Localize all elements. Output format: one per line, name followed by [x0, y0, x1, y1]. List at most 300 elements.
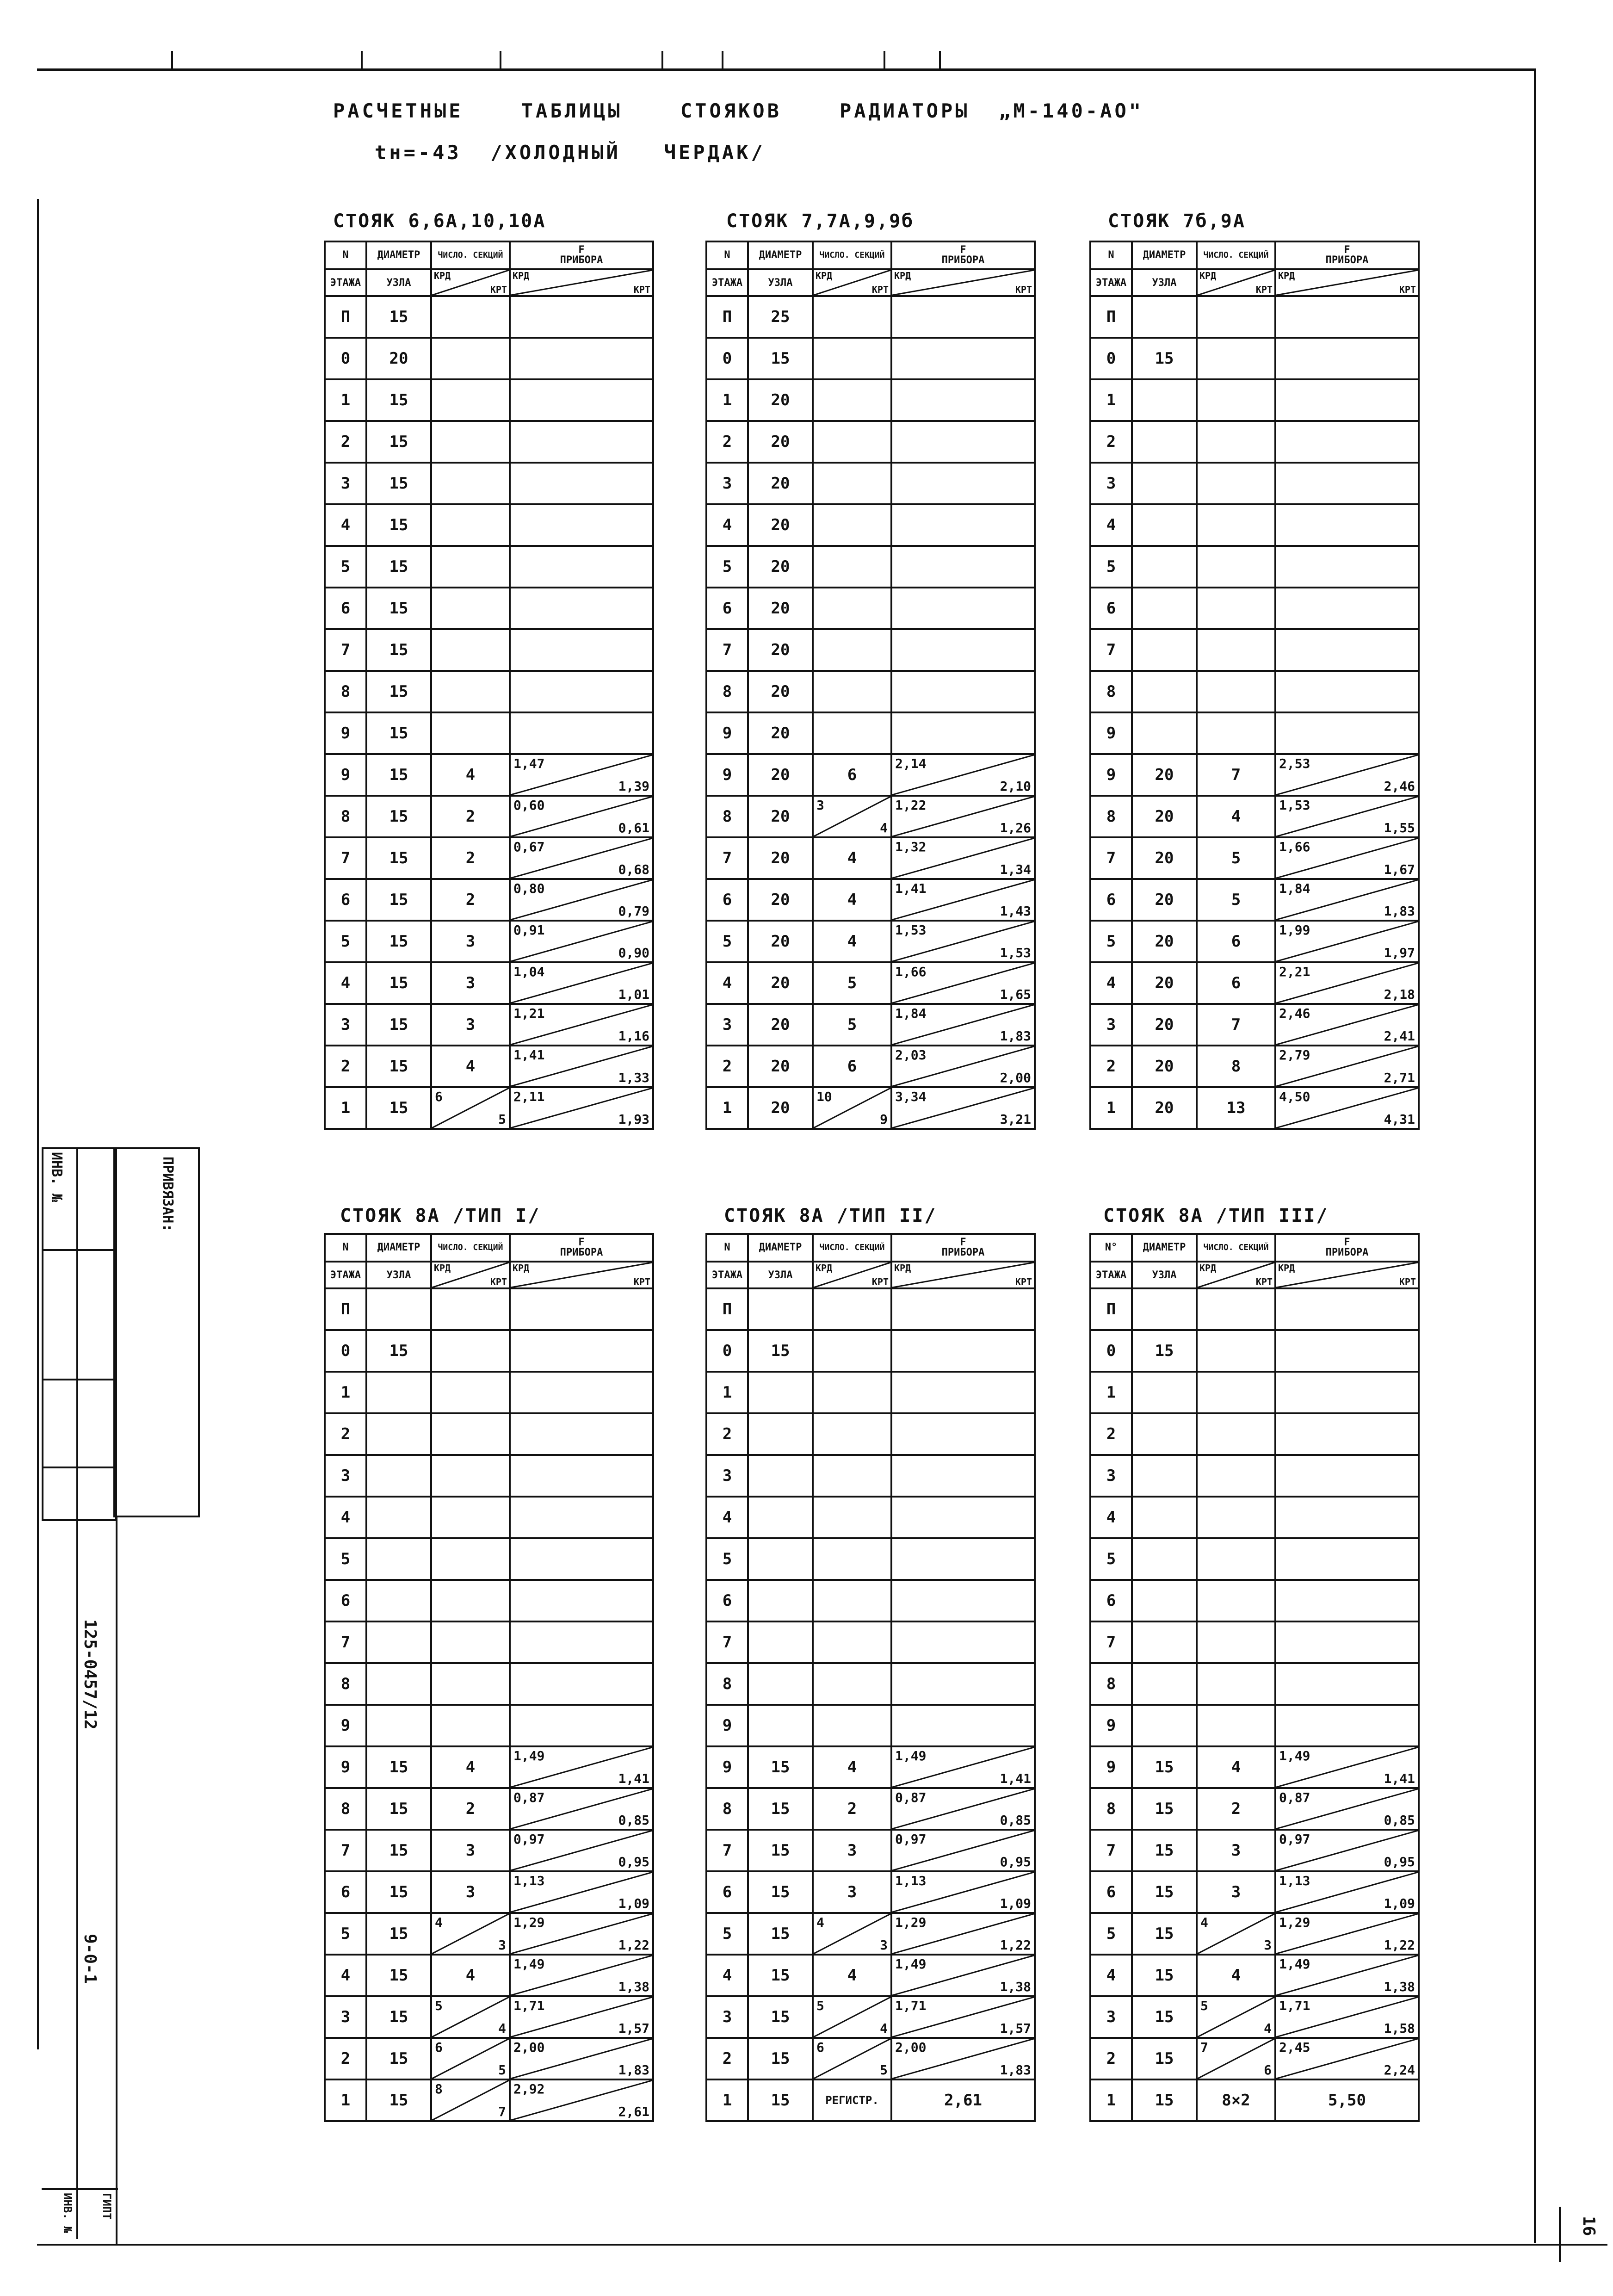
split-cell [892, 2039, 1034, 2079]
sections-cell [1197, 1455, 1275, 1497]
device-area-cell [891, 1580, 1035, 1621]
floor-cell: 1 [1090, 2079, 1132, 2121]
split-cell [892, 1046, 1034, 1086]
split-cell [432, 2039, 509, 2079]
floor-cell: 3 [1090, 1004, 1132, 1046]
floor-cell: 1 [706, 1372, 748, 1413]
sections-cell: 2 [431, 796, 510, 837]
floor-cell: 7 [1090, 837, 1132, 879]
sections-cell: 4 [431, 1746, 510, 1788]
table-row [706, 546, 1035, 588]
split-bottom: 4 [880, 820, 888, 835]
device-area-cell [510, 962, 653, 1004]
col-floor: ЭТАЖА [325, 1262, 366, 1288]
device-area-cell [891, 1663, 1035, 1705]
sections-cell [1197, 588, 1275, 629]
table-row [706, 754, 1035, 796]
diameter-cell [748, 1621, 813, 1663]
device-area-cell [1275, 1004, 1419, 1046]
floor-cell: 0 [325, 1330, 366, 1372]
floor-cell: 4 [706, 1955, 748, 1996]
device-area-cell [1275, 2038, 1419, 2079]
floor-cell: 8 [706, 671, 748, 712]
floor-cell: 8 [325, 1788, 366, 1830]
sections-cell: 6 [813, 1046, 891, 1087]
col-diameter: ДИАМЕТР [1132, 1234, 1197, 1262]
riser-table-3 [1089, 241, 1420, 1130]
col-n: N [1090, 241, 1132, 269]
device-area-cell [510, 1004, 653, 1046]
diameter-cell: 15 [366, 671, 431, 712]
diameter-cell [748, 1288, 813, 1330]
device-area-cell [891, 2038, 1035, 2079]
sections-cell [431, 296, 510, 338]
floor-cell: 7 [325, 1621, 366, 1663]
floor-cell: 2 [706, 421, 748, 463]
diameter-cell [1132, 1497, 1197, 1538]
floor-cell: 9 [325, 1705, 366, 1746]
split-top: 0,60 [513, 798, 545, 813]
split-top: 0,97 [513, 1832, 545, 1847]
device-area-cell [891, 1455, 1035, 1497]
split-top: 3 [816, 798, 824, 813]
split-bottom: 1,38 [618, 1979, 649, 1994]
floor-cell: 2 [325, 421, 366, 463]
table-row [325, 962, 653, 1004]
split-bottom: 1,97 [1384, 945, 1415, 960]
device-area-cell [891, 671, 1035, 712]
split-cell [511, 838, 652, 878]
split-cell [511, 755, 652, 795]
floor-cell: 9 [325, 754, 366, 796]
sections-cell [813, 1663, 891, 1705]
diameter-cell [366, 1413, 431, 1455]
diameter-cell: 20 [748, 588, 813, 629]
split-top: 1,41 [513, 1047, 545, 1063]
split-cell [511, 1262, 652, 1287]
table-row [706, 1580, 1035, 1621]
split-bottom: 1,65 [1000, 987, 1031, 1002]
split-cell [1276, 1831, 1418, 1870]
device-area-cell [510, 1996, 653, 2038]
floor-cell: 0 [1090, 1330, 1132, 1372]
sections-cell [1197, 296, 1275, 338]
split-bottom: 1,09 [618, 1896, 649, 1911]
sections-cell [1197, 1372, 1275, 1413]
floor-cell: 6 [706, 879, 748, 921]
device-area-cell [510, 921, 653, 962]
split-cell [1276, 1747, 1418, 1787]
split-cell [814, 2039, 890, 2079]
floor-cell: 0 [1090, 338, 1132, 379]
sections-cell [1197, 1538, 1275, 1580]
split-bottom: 1,41 [1384, 1771, 1415, 1786]
split-top: 2,00 [513, 2040, 545, 2055]
diameter-cell: 15 [748, 1996, 813, 2038]
split-bottom: 2,00 [1000, 1070, 1031, 1085]
diameter-cell: 15 [748, 2079, 813, 2121]
col-floor: ЭТАЖА [1090, 269, 1132, 296]
split-bottom: 1,22 [1384, 1937, 1415, 1953]
diameter-cell: 15 [366, 296, 431, 338]
device-area-cell [1275, 1955, 1419, 1996]
sections-cell [813, 1455, 891, 1497]
riser-table-4 [324, 1233, 654, 2122]
split-cell [814, 797, 890, 836]
split-cell [511, 1747, 652, 1787]
floor-cell: 3 [1090, 1996, 1132, 2038]
device-area-cell [1275, 504, 1419, 546]
sections-cell: 3 [813, 1871, 891, 1913]
floor-cell: 3 [325, 1004, 366, 1046]
floor-cell: 9 [325, 1746, 366, 1788]
table-row [1090, 296, 1419, 338]
diameter-cell: 15 [748, 1830, 813, 1871]
header-row [706, 241, 1035, 269]
split-cell [1198, 1997, 1274, 2037]
split-cell [892, 1789, 1034, 1829]
floor-cell: 2 [706, 2038, 748, 2079]
device-area-cell [510, 2038, 653, 2079]
split-top: 4 [816, 1915, 824, 1930]
table-row [1090, 588, 1419, 629]
diameter-cell: 15 [366, 2038, 431, 2079]
sections-cell: 2 [813, 1788, 891, 1830]
sections-cell [431, 421, 510, 463]
table-row [325, 1705, 653, 1746]
sections-cell [431, 1580, 510, 1621]
floor-cell: 2 [325, 1046, 366, 1087]
sections-cell [431, 379, 510, 421]
sections-cell [1197, 421, 1275, 463]
table-title-6: СТОЯК 8А /ТИП III/ [1103, 1205, 1329, 1226]
diameter-cell: 15 [748, 1330, 813, 1372]
split-bottom: 2,24 [1384, 2062, 1415, 2078]
header-subrow [706, 269, 1035, 296]
split-cell [1276, 270, 1418, 295]
floor-cell: 5 [1090, 921, 1132, 962]
split-bottom: 1,22 [1000, 1937, 1031, 1953]
split-top: 1,71 [513, 1998, 545, 2013]
diameter-cell [366, 1538, 431, 1580]
device-area-cell [510, 1372, 653, 1413]
diameter-cell: 20 [748, 421, 813, 463]
split-top: 0,87 [895, 1790, 927, 1805]
table-row [325, 1621, 653, 1663]
col-device-label: ПРИБОРА [941, 254, 985, 266]
diameter-cell: 15 [748, 1913, 813, 1955]
table-row [325, 879, 653, 921]
frame-tick [361, 51, 363, 69]
diameter-cell: 15 [1132, 1913, 1197, 1955]
sections-cell: 4 [813, 1955, 891, 1996]
floor-cell: 2 [1090, 1413, 1132, 1455]
table-row [325, 1538, 653, 1580]
diameter-cell: 20 [748, 546, 813, 588]
split-top: 4,50 [1279, 1089, 1310, 1104]
table-row [325, 1046, 653, 1087]
col-diameter: ДИАМЕТР [366, 241, 431, 269]
sections-cell [813, 1996, 891, 2038]
split-top: 1,84 [1279, 881, 1310, 896]
diameter-cell: 15 [366, 962, 431, 1004]
diameter-cell: 20 [1132, 921, 1197, 962]
device-area-cell [1275, 671, 1419, 712]
sections-cell [431, 1087, 510, 1129]
sections-cell [813, 1087, 891, 1129]
sections-cell [813, 379, 891, 421]
split-cell [892, 1831, 1034, 1870]
table-row [706, 1705, 1035, 1746]
device-area-cell [891, 1913, 1035, 1955]
device-area-cell [510, 421, 653, 463]
diameter-cell: 15 [366, 1004, 431, 1046]
sections-cell [813, 1288, 891, 1330]
diameter-cell: 20 [748, 1046, 813, 1087]
diameter-cell [366, 1372, 431, 1413]
split-bottom: 1,67 [1384, 862, 1415, 877]
table-row [706, 712, 1035, 754]
floor-cell: 6 [325, 879, 366, 921]
split-cell [892, 880, 1034, 920]
table-row [1090, 1621, 1419, 1663]
device-area-cell [510, 1788, 653, 1830]
diameter-cell: 15 [748, 1871, 813, 1913]
sections-cell: 4 [813, 837, 891, 879]
sections-cell [813, 712, 891, 754]
header-subrow [1090, 1262, 1419, 1288]
split-cell [892, 1088, 1034, 1128]
riser-table-2 [705, 241, 1036, 1130]
sections-cell [431, 546, 510, 588]
col-n: N [325, 1234, 366, 1262]
split-cell [1276, 755, 1418, 795]
split-cell [511, 1005, 652, 1045]
table-row [1090, 1955, 1419, 1996]
split-bottom: 0,79 [618, 904, 649, 919]
table-row [706, 296, 1035, 338]
device-area-cell [1275, 463, 1419, 504]
table-row [1090, 504, 1419, 546]
floor-cell: 6 [1090, 879, 1132, 921]
split-top: 1,13 [513, 1873, 545, 1888]
device-area-cell [1275, 921, 1419, 962]
floor-cell: 5 [1090, 1538, 1132, 1580]
table-row [706, 1413, 1035, 1455]
split-cell [1276, 1914, 1418, 1954]
device-area-cell [510, 1497, 653, 1538]
split-bottom: 1,93 [618, 1112, 649, 1127]
device-area-cell [510, 712, 653, 754]
diameter-cell: 15 [1132, 2038, 1197, 2079]
riser-table-5 [705, 1233, 1036, 2122]
col-f: F [1344, 244, 1350, 256]
diameter-cell: 20 [748, 712, 813, 754]
table-row [325, 1288, 653, 1330]
split-top: КРД [816, 1262, 833, 1274]
device-area-cell [891, 1705, 1035, 1746]
col-sections: ЧИСЛО. СЕКЦИЙ [813, 1234, 891, 1262]
side-strip [116, 1517, 117, 2244]
split-cell [892, 1997, 1034, 2037]
sections-cell [431, 1996, 510, 2038]
floor-cell: 6 [1090, 1580, 1132, 1621]
floor-cell: 7 [706, 1621, 748, 1663]
col-device-label: ПРИБОРА [560, 254, 603, 266]
table-row [706, 1538, 1035, 1580]
diameter-cell [1132, 1372, 1197, 1413]
col-f: F [1344, 1237, 1350, 1248]
sections-cell [431, 1705, 510, 1746]
split-cell [511, 1046, 652, 1086]
sections-cell [1197, 2038, 1275, 2079]
floor-cell: 4 [1090, 1955, 1132, 1996]
diameter-cell: 15 [366, 1788, 431, 1830]
floor-cell: 8 [706, 1788, 748, 1830]
sections-cell [813, 1538, 891, 1580]
device-area-cell [510, 463, 653, 504]
split-cell [511, 1831, 652, 1870]
diameter-cell: 20 [748, 796, 813, 837]
split-top: 5 [1200, 1998, 1208, 2013]
table-row [1090, 754, 1419, 796]
device-area-cell [1275, 1580, 1419, 1621]
split-bottom: 1,83 [618, 2062, 649, 2078]
device-area-cell [891, 296, 1035, 338]
device-area-cell [891, 1788, 1035, 1830]
diameter-cell: 15 [748, 1746, 813, 1788]
col-sections: ЧИСЛО. СЕКЦИЙ [1197, 241, 1275, 269]
floor-cell: 6 [706, 588, 748, 629]
split-bottom: 1,57 [618, 2021, 649, 2036]
col-diameter: ДИАМЕТР [748, 241, 813, 269]
split-top: 1,84 [895, 1006, 927, 1021]
col-krd-krt [431, 1262, 510, 1288]
col-n: N [706, 241, 748, 269]
split-top: 1,04 [513, 964, 545, 979]
split-top: 8 [435, 2081, 443, 2097]
floor-cell: 4 [325, 962, 366, 1004]
sections-cell: 4 [813, 879, 891, 921]
split-top: 7 [1200, 2040, 1208, 2055]
col-device [891, 241, 1035, 269]
diameter-cell [748, 1497, 813, 1538]
floor-cell: 4 [325, 504, 366, 546]
sections-cell [431, 712, 510, 754]
device-area-cell [1275, 629, 1419, 671]
sections-cell: 4 [431, 754, 510, 796]
sections-cell [813, 671, 891, 712]
table-row [325, 1580, 653, 1621]
split-bottom: 1,83 [1000, 1028, 1031, 1044]
table-row [325, 421, 653, 463]
diameter-cell [366, 1663, 431, 1705]
col-node: УЗЛА [366, 1262, 431, 1288]
diameter-cell: 15 [366, 1955, 431, 1996]
table-row [1090, 1663, 1419, 1705]
table-row [325, 296, 653, 338]
binding-label: ПРИВЯЗАН: [160, 1157, 176, 1232]
diameter-cell: 15 [366, 463, 431, 504]
diameter-cell: 20 [748, 504, 813, 546]
inv-number-label: ИНВ. № [49, 1152, 65, 1202]
diameter-cell: 15 [366, 754, 431, 796]
diameter-cell: 15 [1132, 1955, 1197, 1996]
side-divider [76, 1147, 78, 2239]
device-area-cell [891, 629, 1035, 671]
split-top: 0,87 [1279, 1790, 1310, 1805]
split-bottom: 3 [1264, 1937, 1272, 1953]
sections-cell [431, 463, 510, 504]
table-row [325, 1372, 653, 1413]
device-area-cell [510, 2079, 653, 2121]
diameter-cell [1132, 504, 1197, 546]
device-area-cell [510, 1455, 653, 1497]
device-area-cell [510, 1621, 653, 1663]
device-area-cell [510, 1746, 653, 1788]
split-bottom: 1,41 [618, 1771, 649, 1786]
floor-cell: 6 [706, 1580, 748, 1621]
sections-cell [431, 2038, 510, 2079]
table-row [1090, 1087, 1419, 1129]
table-row [325, 796, 653, 837]
sections-cell: 4 [813, 1746, 891, 1788]
diameter-cell [366, 1705, 431, 1746]
table-row [706, 1913, 1035, 1955]
table-row [325, 629, 653, 671]
diameter-cell [366, 1580, 431, 1621]
split-cell [432, 1997, 509, 2037]
device-area-cell [510, 754, 653, 796]
device-area-cell [891, 1830, 1035, 1871]
sections-cell: 6 [1197, 962, 1275, 1004]
table-row [706, 1288, 1035, 1330]
table-row [325, 1871, 653, 1913]
floor-cell: 5 [706, 546, 748, 588]
diameter-cell: 15 [366, 712, 431, 754]
col-floor: ЭТАЖА [706, 269, 748, 296]
split-cell [1276, 922, 1418, 961]
table-row [706, 1004, 1035, 1046]
sections-cell [1197, 1413, 1275, 1455]
table-row [1090, 546, 1419, 588]
sections-cell: 7 [1197, 754, 1275, 796]
diameter-cell: 15 [1132, 1746, 1197, 1788]
diameter-cell [748, 1580, 813, 1621]
sections-cell [813, 1413, 891, 1455]
floor-cell: 5 [325, 1538, 366, 1580]
sections-cell [1197, 379, 1275, 421]
diameter-cell [1132, 1538, 1197, 1580]
sections-cell: 8×2 [1197, 2079, 1275, 2121]
diameter-cell: 15 [366, 379, 431, 421]
table-row [1090, 1046, 1419, 1087]
floor-cell: 8 [1090, 796, 1132, 837]
table-row [706, 879, 1035, 921]
header-subrow [325, 269, 653, 296]
diameter-cell [1132, 629, 1197, 671]
split-cell [892, 270, 1034, 295]
diameter-cell: 15 [366, 921, 431, 962]
sections-cell [1197, 463, 1275, 504]
col-sections: ЧИСЛО. СЕКЦИЙ [431, 241, 510, 269]
table-row [706, 504, 1035, 546]
floor-cell: П [706, 296, 748, 338]
device-area-cell [510, 1413, 653, 1455]
split-top: 2,53 [1279, 756, 1310, 771]
diameter-cell [366, 1455, 431, 1497]
table-row [325, 1663, 653, 1705]
